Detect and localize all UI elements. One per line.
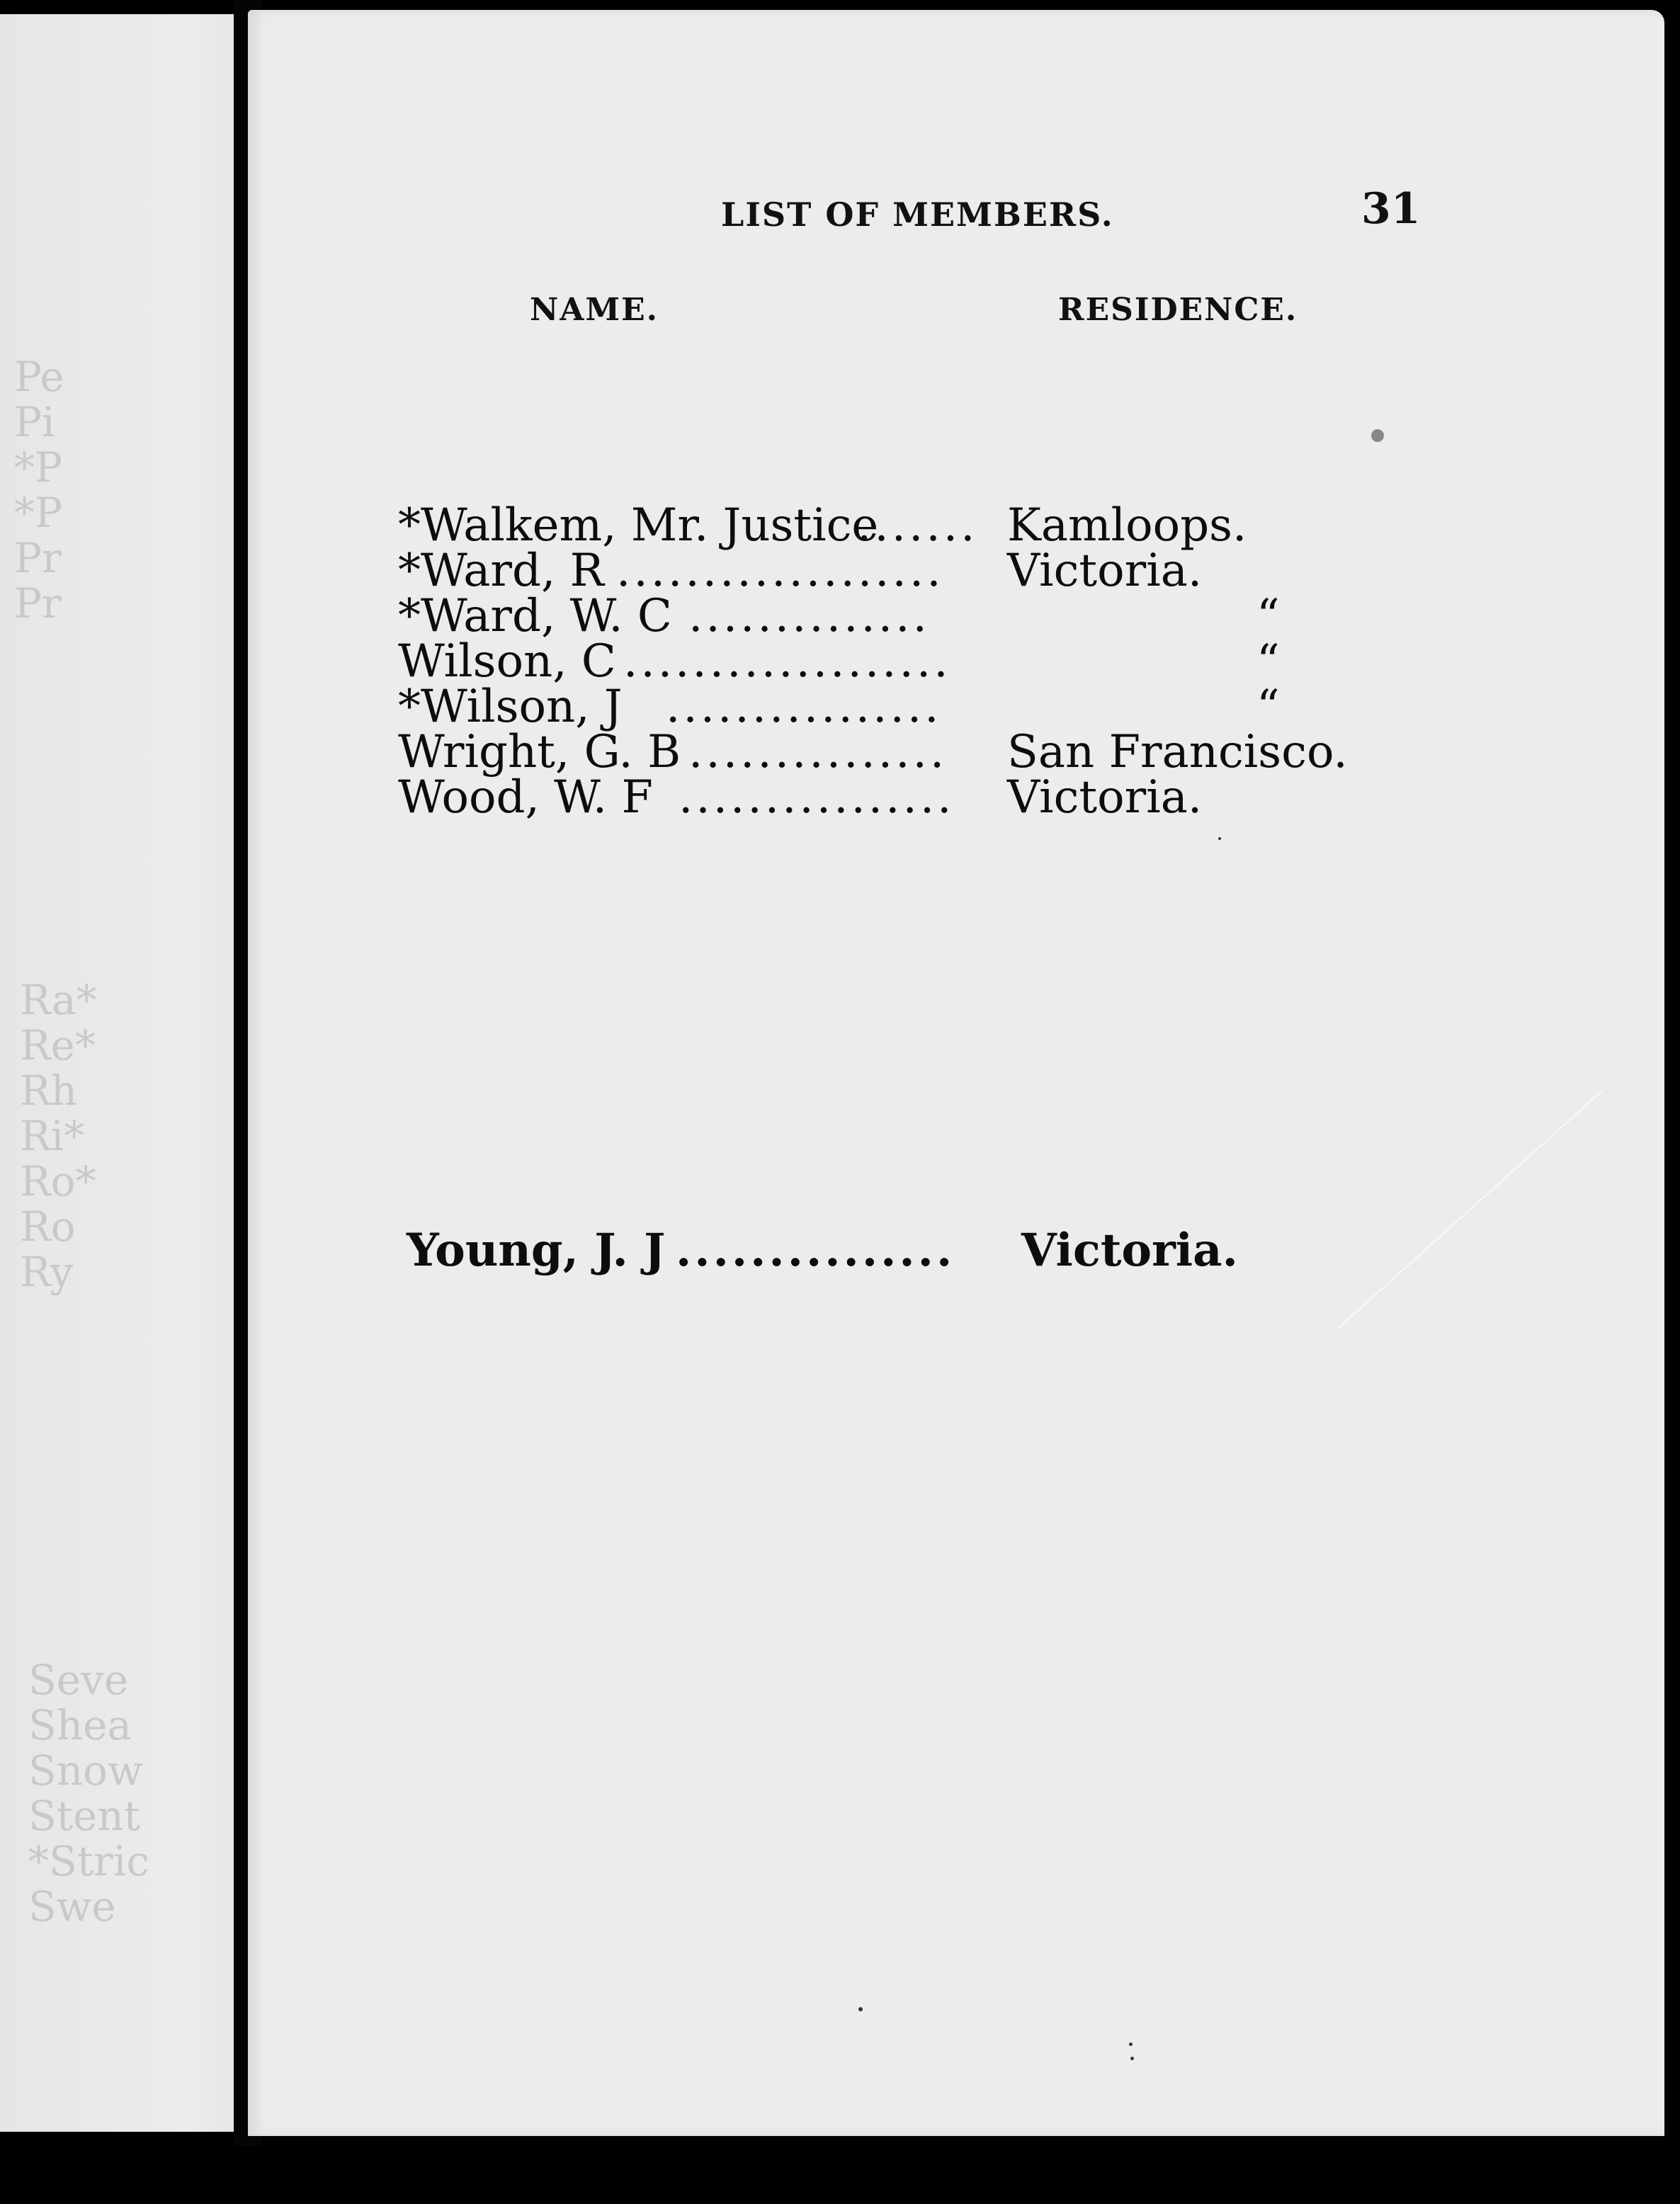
dot-leader: ................... bbox=[623, 635, 951, 688]
member-name: Young, J. J bbox=[407, 1224, 666, 1277]
dot-leader: .............. bbox=[688, 590, 930, 642]
member-row bbox=[398, 545, 1531, 597]
member-name: *Wilson, J bbox=[398, 681, 623, 733]
member-name: Wood, W. F bbox=[398, 771, 653, 824]
column-header-residence: RESIDENCE. bbox=[1058, 292, 1298, 328]
ditto-mark: “ bbox=[1256, 590, 1280, 642]
member-name: Wright, G. B bbox=[398, 726, 681, 778]
member-name: Wilson, C bbox=[398, 635, 616, 688]
page-number: 31 bbox=[1361, 184, 1421, 234]
member-row bbox=[398, 771, 1531, 824]
bleed-through-text: Pe Pi *P *P Pr Pr bbox=[14, 353, 64, 627]
member-list-y bbox=[407, 1224, 1540, 1277]
member-residence: Victoria. bbox=[1021, 1224, 1238, 1277]
dot-leader: ............... bbox=[688, 726, 948, 778]
column-header-name: NAME. bbox=[530, 292, 659, 328]
previous-page bbox=[0, 14, 273, 2132]
dot-leader: ................ bbox=[679, 771, 955, 824]
member-name: *Ward, R bbox=[398, 545, 604, 597]
bleed-through-text: Ra* Re* Rh Ri* Ro* Ro Ry bbox=[20, 976, 97, 1296]
running-header: LIST OF MEMBERS. bbox=[721, 195, 1114, 234]
member-row bbox=[398, 499, 1531, 552]
dot-leader: ............... bbox=[676, 1224, 955, 1277]
member-row bbox=[398, 635, 1531, 688]
dot-leader: ....... bbox=[857, 499, 978, 552]
member-residence: Kamloops. bbox=[1007, 499, 1247, 552]
ditto-mark: “ bbox=[1256, 681, 1280, 733]
member-row bbox=[407, 1224, 1540, 1277]
member-row bbox=[398, 681, 1531, 733]
member-residence: Victoria. bbox=[1007, 771, 1203, 824]
member-name: *Ward, W. C bbox=[398, 590, 672, 642]
dot-leader: ................ bbox=[666, 681, 942, 733]
page-31 bbox=[248, 10, 1664, 2136]
bleed-through-text: Seve Shea Snow Stent *Stric Swe bbox=[28, 1656, 149, 1931]
member-name: *Walkem, Mr. Justice bbox=[398, 499, 879, 552]
dot-leader: ................... bbox=[616, 545, 944, 597]
member-row bbox=[398, 726, 1531, 778]
member-list-w bbox=[398, 499, 1531, 824]
member-residence: San Francisco. bbox=[1007, 726, 1348, 778]
paper-crease bbox=[1338, 1091, 1602, 1329]
member-row bbox=[398, 590, 1531, 642]
member-residence: Victoria. bbox=[1007, 545, 1203, 597]
ditto-mark: “ bbox=[1256, 635, 1280, 688]
